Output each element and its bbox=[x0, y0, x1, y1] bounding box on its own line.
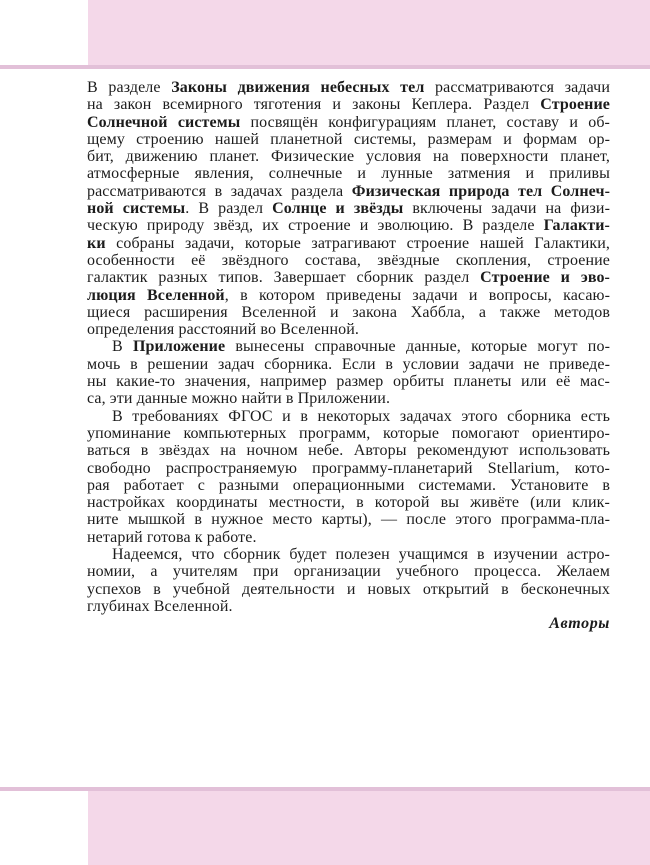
text-segment: ны какие-то значения, например размер орбиты планеты или её мас- bbox=[87, 373, 610, 391]
text-line bbox=[87, 494, 610, 511]
header-corner-block bbox=[0, 0, 88, 65]
text-line bbox=[87, 511, 610, 528]
text-line bbox=[87, 96, 610, 113]
text-segment: глубинах Вселенной. bbox=[87, 597, 233, 615]
paragraph bbox=[87, 408, 610, 546]
text-segment: щему строению нашей планетной системы, размерам и формам ор- bbox=[87, 130, 610, 148]
text-segment: ческую природу звёзд, их строение и эволюцию. В разделе bbox=[87, 217, 544, 235]
text-segment: Солнце и звёзды bbox=[272, 200, 404, 218]
text-line bbox=[87, 114, 610, 131]
text-line bbox=[87, 304, 610, 321]
text-segment: са, эти данные можно найти в Приложении. bbox=[87, 390, 391, 408]
text-segment: включены задачи на физи- bbox=[403, 200, 610, 218]
text-segment: люция Вселенной bbox=[87, 286, 225, 304]
text-segment: щиеся расширения Вселенной и закона Хаббла, а также методов bbox=[87, 303, 610, 321]
text-line bbox=[87, 529, 610, 546]
text-segment: Надеемся, что сборник будет полезен учащимся в изучении астро- bbox=[112, 546, 610, 564]
text-segment: рассматриваются задачи bbox=[424, 79, 610, 96]
text-segment: успехов в учебной деятельности и новых открытий в бесконечных bbox=[87, 580, 610, 598]
text-segment: В bbox=[112, 338, 133, 356]
text-segment: настройках координаты местности, в которой вы живёте (или клик- bbox=[87, 494, 610, 512]
text-line bbox=[87, 546, 610, 563]
paragraph bbox=[87, 546, 610, 615]
text-line bbox=[87, 356, 610, 373]
text-segment: нетарий готова к работе. bbox=[87, 528, 257, 546]
text-line bbox=[87, 269, 610, 286]
text-segment: рая работает с разными операционными системами. Установите в bbox=[87, 476, 610, 494]
text-segment: В разделе bbox=[87, 79, 172, 96]
text-line bbox=[87, 390, 610, 407]
text-line bbox=[87, 598, 610, 615]
text-segment: атмосферные явления, солнечные и лунные затмения и приливы bbox=[87, 165, 610, 183]
text-segment: собраны задачи, которые затрагивают строение нашей Галактики, bbox=[105, 234, 610, 252]
text-segment: посвящён конфигурациям планет, составу и об- bbox=[240, 113, 610, 131]
text-line bbox=[87, 165, 610, 182]
text-line bbox=[87, 217, 610, 234]
text-segment: ки bbox=[87, 234, 106, 252]
text-segment: ните мышкой в нужное место карты), — после этого программа-пла- bbox=[87, 511, 610, 529]
text-segment: определения расстояний во Вселенной. bbox=[87, 321, 359, 339]
text-segment: бит, движению планет. Физические условия на поверхности планет, bbox=[87, 148, 610, 166]
text-block bbox=[87, 79, 610, 633]
text-line bbox=[87, 442, 610, 459]
text-segment: Приложение bbox=[133, 338, 226, 356]
text-segment: свободно распространяемую программу-планетарий Stellarium, кото- bbox=[87, 459, 610, 477]
footer-corner-block bbox=[0, 791, 88, 865]
text-line bbox=[87, 252, 610, 269]
text-segment: упоминание компьютерных программ, которые помогают ориентиро- bbox=[87, 424, 610, 442]
paragraph bbox=[87, 79, 610, 338]
text-segment: ной системы bbox=[87, 200, 186, 218]
paragraph bbox=[87, 338, 610, 407]
text-line bbox=[87, 338, 610, 355]
text-segment: галактик разных типов. Завершает сборник раздел bbox=[87, 269, 481, 287]
text-line bbox=[87, 408, 610, 425]
text-line bbox=[87, 373, 610, 390]
header-band bbox=[88, 0, 650, 65]
text-segment: ваться в звёздах на ночном небе. Авторы рекомендуют использовать bbox=[87, 442, 610, 460]
text-segment: Галакти- bbox=[543, 217, 610, 235]
authors-signature: Авторы bbox=[549, 615, 610, 633]
text-line bbox=[87, 148, 610, 165]
text-segment: мочь в решении задач сборника. Если в условии задачи не приведе- bbox=[87, 355, 610, 373]
text-line bbox=[87, 79, 610, 96]
text-line bbox=[87, 287, 610, 304]
text-segment: Законы движения небесных тел bbox=[171, 79, 425, 96]
text-segment: особенности её звёздного состава, звёздные скопления, строение bbox=[87, 251, 610, 269]
text-line bbox=[87, 200, 610, 217]
text-segment: . В раздел bbox=[185, 200, 273, 218]
text-line bbox=[87, 131, 610, 148]
text-line bbox=[87, 425, 610, 442]
text-line bbox=[87, 563, 610, 580]
text-line bbox=[87, 321, 610, 338]
text-segment: рассматриваются в задачах раздела bbox=[87, 182, 352, 200]
text-line bbox=[87, 477, 610, 494]
text-segment: Физическая природа тел Солнеч- bbox=[351, 182, 610, 200]
text-line bbox=[87, 183, 610, 200]
text-segment: , в котором приведены задачи и вопросы, касаю- bbox=[224, 286, 610, 304]
text-segment: Строение и эво- bbox=[480, 269, 610, 287]
text-segment: на закон всемирного тяготения и законы Кеплера. Раздел bbox=[87, 96, 541, 114]
footer-band bbox=[88, 791, 650, 865]
text-line bbox=[87, 460, 610, 477]
text-segment: номии, а учителям при организации учебного процесса. Желаем bbox=[87, 563, 610, 581]
text-line bbox=[87, 235, 610, 252]
top-rule bbox=[0, 65, 650, 69]
text-segment: вынесены справочные данные, которые могут по- bbox=[225, 338, 610, 356]
text-segment: Строение bbox=[540, 96, 610, 114]
text-line bbox=[87, 581, 610, 598]
text-segment: Солнечной системы bbox=[87, 113, 241, 131]
text-segment: В требованиях ФГОС и в некоторых задачах этого сборника есть bbox=[112, 407, 610, 425]
